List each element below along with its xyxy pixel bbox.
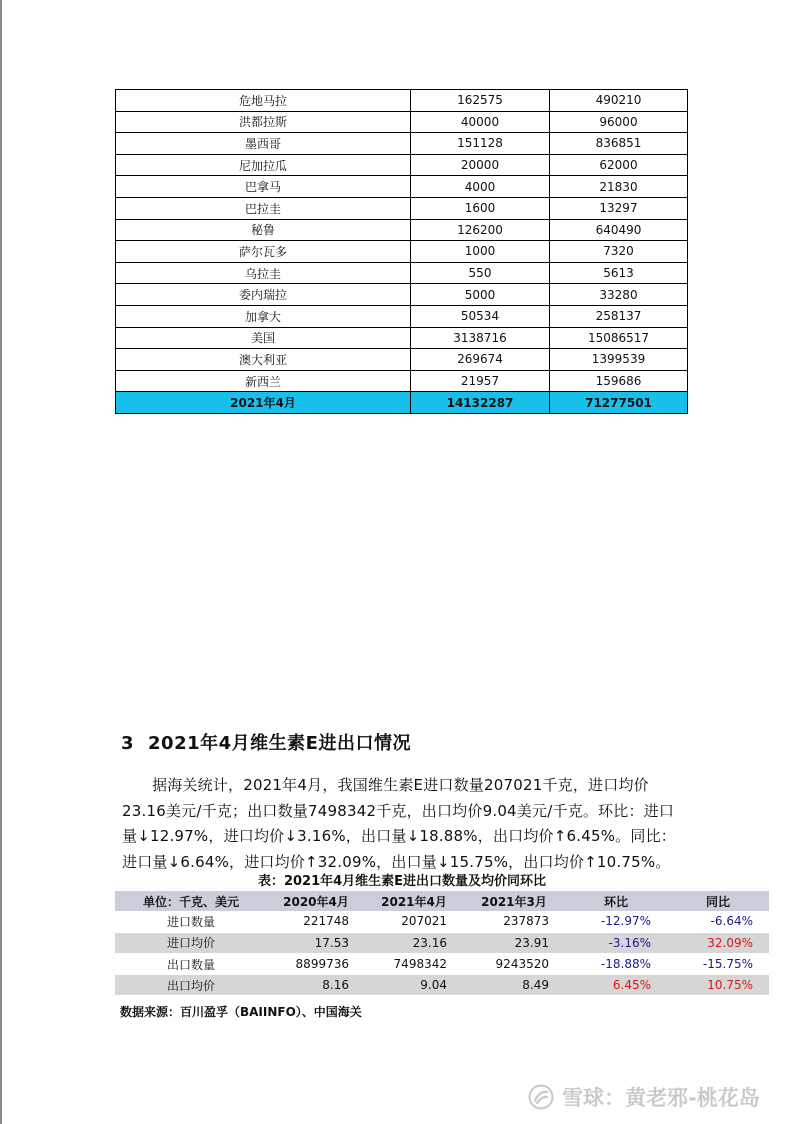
table-row	[115, 975, 769, 996]
mom-change-cell: -18.88%	[600, 957, 651, 972]
table-row	[116, 176, 688, 198]
amount-cell: 62000	[550, 154, 688, 176]
country-cell: 萨尔瓦多	[116, 241, 411, 263]
amount-cell: 21830	[550, 176, 688, 198]
value-2021-apr-cell: 207021	[401, 914, 447, 929]
amount-cell: 836851	[550, 133, 688, 155]
amount-cell: 7320	[550, 241, 688, 263]
value-2021-apr-cell: 7498342	[393, 957, 447, 972]
quantity-cell: 1600	[411, 197, 550, 219]
value-2020-apr-cell: 8899736	[295, 957, 349, 972]
table-row	[116, 327, 688, 349]
value-2021-apr-cell: 9.04	[365, 975, 463, 996]
amount-cell: 5613	[550, 262, 688, 284]
yoy-change-cell: 10.75%	[667, 975, 769, 996]
header-yoy: 同比	[705, 894, 730, 909]
yoy-change-cell: 32.09%	[667, 932, 769, 953]
amount-cell: 13297	[550, 197, 688, 219]
snowball-logo-icon	[528, 1084, 554, 1110]
quantity-cell: 269674	[411, 349, 550, 371]
yoy-change-cell: -6.64%	[710, 914, 753, 929]
quantity-cell: 162575	[411, 90, 550, 112]
value-2020-apr-cell: 8.16	[267, 975, 365, 996]
quantity-cell: 20000	[411, 154, 550, 176]
yoy-change-cell: -15.75%	[702, 957, 753, 972]
table-row	[116, 219, 688, 241]
amount-cell: 640490	[550, 219, 688, 241]
total-amount-cell: 71277501	[550, 392, 688, 414]
country-cell: 委内瑞拉	[116, 284, 411, 306]
watermark-text: 雪球：黄老邪-桃花岛	[562, 1086, 760, 1110]
mom-change-cell: -12.97%	[600, 914, 651, 929]
section-title: 2021年4月维生素E进出口情况	[148, 733, 411, 754]
total-label-cell: 2021年4月	[116, 392, 411, 414]
table-row	[116, 111, 688, 133]
country-cell: 澳大利亚	[116, 349, 411, 371]
quantity-cell: 21957	[411, 370, 550, 392]
amount-cell: 159686	[550, 370, 688, 392]
table-row	[115, 932, 769, 953]
value-2021-apr-cell: 23.16	[365, 932, 463, 953]
quantity-cell: 151128	[411, 133, 550, 155]
table-row	[116, 349, 688, 371]
mom-change-cell: 6.45%	[565, 975, 667, 996]
amount-cell: 96000	[550, 111, 688, 133]
table-row	[116, 154, 688, 176]
watermark	[528, 1082, 760, 1112]
amount-cell: 33280	[550, 284, 688, 306]
quantity-cell: 4000	[411, 176, 550, 198]
country-cell: 巴拿马	[116, 176, 411, 198]
row-label-cell: 进口均价	[115, 932, 267, 953]
section-heading	[121, 729, 411, 755]
header-2021-mar: 2021年3月	[481, 894, 547, 909]
section-number: 3	[121, 733, 135, 754]
country-cell: 秘鲁	[116, 219, 411, 241]
header-unit: 单位：千克、美元	[142, 894, 239, 909]
stats-table-header-row	[115, 891, 769, 911]
country-cell: 新西兰	[116, 370, 411, 392]
mom-change-cell: -3.16%	[565, 932, 667, 953]
table-row	[115, 953, 769, 974]
country-cell: 巴拉圭	[116, 197, 411, 219]
stats-table-title: 表：2021年4月维生素E进出口数量及均价同环比	[257, 874, 547, 889]
row-label-cell: 出口数量	[166, 957, 215, 972]
quantity-cell: 50534	[411, 305, 550, 327]
country-cell: 美国	[116, 327, 411, 349]
value-2021-mar-cell: 23.91	[463, 932, 565, 953]
country-cell: 洪都拉斯	[116, 111, 411, 133]
country-cell: 尼加拉瓜	[116, 154, 411, 176]
table-row	[116, 305, 688, 327]
header-2020-apr: 2020年4月	[283, 894, 349, 909]
value-2021-mar-cell: 237873	[503, 914, 549, 929]
value-2020-apr-cell: 17.53	[267, 932, 365, 953]
table-row	[116, 133, 688, 155]
table-row	[116, 241, 688, 263]
country-cell: 墨西哥	[116, 133, 411, 155]
page-left-border	[0, 0, 2, 1124]
import-by-country-table	[115, 89, 688, 414]
quantity-cell: 550	[411, 262, 550, 284]
value-2021-mar-cell: 8.49	[463, 975, 565, 996]
table-row	[116, 197, 688, 219]
data-source-note: 数据来源：百川盈孚（BAIINFO）、中国海关	[120, 1005, 362, 1019]
amount-cell: 490210	[550, 90, 688, 112]
table-row	[116, 262, 688, 284]
table-row	[115, 911, 769, 932]
vitamin-e-stats-table	[115, 891, 769, 996]
value-2020-apr-cell: 221748	[303, 914, 349, 929]
quantity-cell: 126200	[411, 219, 550, 241]
quantity-cell: 3138716	[411, 327, 550, 349]
amount-cell: 258137	[550, 305, 688, 327]
row-label-cell: 出口均价	[115, 975, 267, 996]
country-cell: 乌拉圭	[116, 262, 411, 284]
total-row	[116, 392, 688, 414]
amount-cell: 15086517	[550, 327, 688, 349]
quantity-cell: 40000	[411, 111, 550, 133]
quantity-cell: 1000	[411, 241, 550, 263]
header-mom: 环比	[603, 894, 628, 909]
value-2021-mar-cell: 9243520	[495, 957, 549, 972]
quantity-cell: 5000	[411, 284, 550, 306]
row-label-cell: 进口数量	[166, 914, 215, 929]
amount-cell: 1399539	[550, 349, 688, 371]
country-cell: 加拿大	[116, 305, 411, 327]
table-row	[116, 370, 688, 392]
header-2021-apr: 2021年4月	[381, 894, 447, 909]
table-row	[116, 90, 688, 112]
table-row	[116, 284, 688, 306]
country-cell: 危地马拉	[116, 90, 411, 112]
total-quantity-cell: 14132287	[411, 392, 550, 414]
body-paragraph: 据海关统计，2021年4月，我国维生素E进口数量207021千克，进口均价23.16美元/千克；出口数量7498342千克，出口均价9.04美元/千克。环比：进口量↓12.97%，进口均价↓3.16%，出口量↓18.88%，出口均价↑6.45%。同比：进口量↓6.64%，进口均价↑32.09%，出口量↓15.75%，出口均价↑10.75%。	[122, 776, 676, 871]
